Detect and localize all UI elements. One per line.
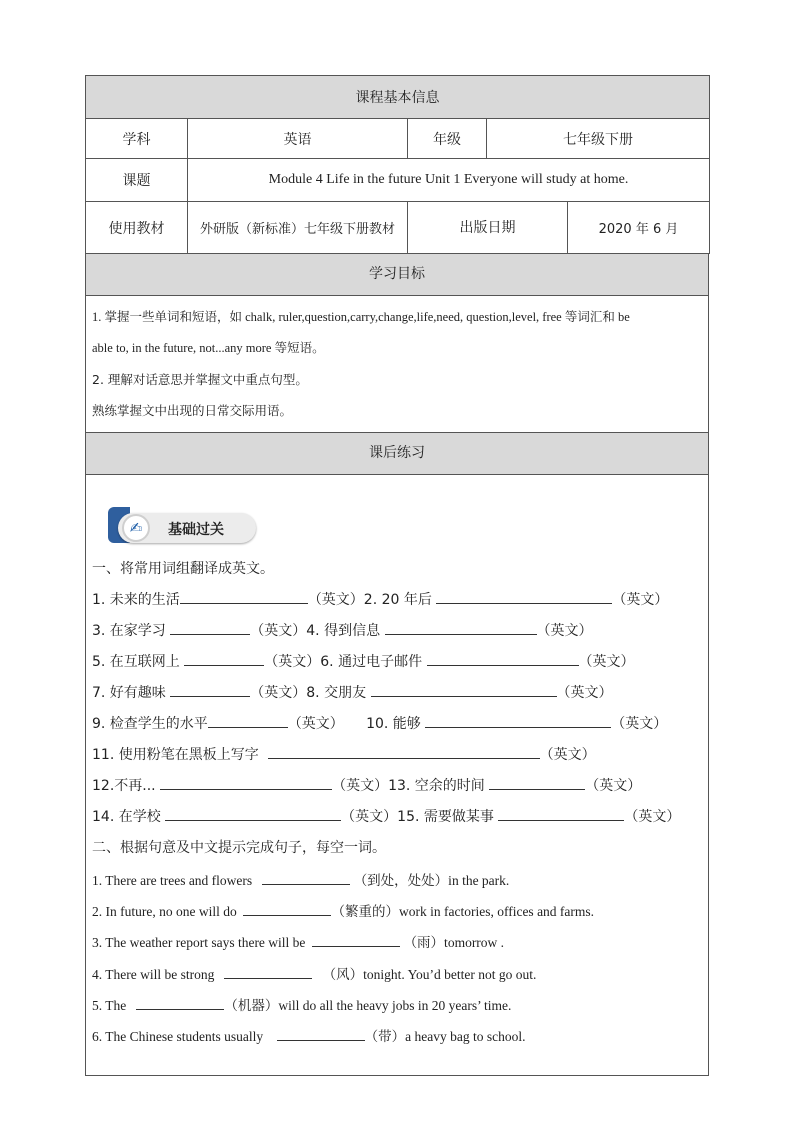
question-row — [92, 744, 596, 764]
answer-blank[interactable] — [170, 682, 250, 697]
grade-value: 七年级下册 — [487, 119, 710, 159]
answer-blank[interactable] — [136, 995, 224, 1010]
question-row — [92, 620, 593, 640]
course-info-header: 课程基本信息 — [86, 76, 710, 119]
textbook-label: 使用教材 — [86, 202, 188, 254]
answer-blank[interactable] — [160, 775, 332, 790]
textbook-value: 外研版（新标准）七年级下册教材 — [188, 202, 408, 254]
answer-blank[interactable] — [371, 682, 557, 697]
objective-line-4: 熟练掌握文中出现的日常交际用语。 — [92, 403, 293, 418]
sentence-row — [92, 900, 594, 920]
answer-blank[interactable] — [489, 775, 585, 790]
question-suffix: （英文） — [585, 778, 642, 794]
course-info-table — [85, 75, 710, 254]
question-prompt: 14. 在学校 — [92, 809, 161, 825]
subject-value: 英语 — [188, 119, 408, 159]
answer-blank[interactable] — [184, 651, 264, 666]
publish-date-value: 2020 年 6 月 — [568, 202, 710, 254]
answer-blank[interactable] — [165, 806, 341, 821]
question-prompt: 1. 未来的生活 — [92, 592, 180, 608]
lesson-sheet — [85, 75, 709, 1076]
question-prompt: （英文）2. 20 年后 — [307, 592, 432, 608]
objectives-body — [85, 296, 709, 433]
question-row — [92, 806, 680, 826]
answer-blank[interactable] — [170, 620, 250, 635]
sentence-end: （机器）will do all the heavy jobs in 20 years’ time. — [224, 998, 512, 1013]
sentence-row — [92, 1025, 525, 1045]
sentence-end: （带）a heavy bag to school. — [364, 1029, 526, 1044]
sentence-start: 6. The Chinese students usually — [92, 1029, 264, 1044]
question-suffix: （英文） — [611, 716, 668, 732]
sentence-start: 1. There are trees and flowers — [92, 873, 253, 888]
question-suffix: （英文） — [578, 654, 635, 670]
answer-blank[interactable] — [425, 713, 611, 728]
answer-blank[interactable] — [180, 589, 308, 604]
sentence-row — [92, 994, 511, 1014]
question-suffix: （英文） — [539, 747, 596, 763]
question-prompt: （英文）13. 空余的时间 — [332, 778, 485, 794]
practice-header: 课后练习 — [85, 433, 709, 475]
topic-value: Module 4 Life in the future Unit 1 Everyone will study at home. — [188, 159, 710, 202]
answer-blank[interactable] — [427, 651, 579, 666]
question-prompt: 12.不再... — [92, 778, 156, 794]
answer-blank[interactable] — [277, 1026, 365, 1041]
question-prompt: 3. 在家学习 — [92, 623, 166, 639]
question-prompt: （英文）6. 通过电子邮件 — [264, 654, 423, 670]
badge-label: 基础过关 — [168, 522, 224, 538]
question-prompt: 9. 检查学生的水平 — [92, 716, 208, 732]
basics-badge — [108, 507, 260, 543]
question-prompt: 7. 好有趣味 — [92, 685, 166, 701]
question-suffix: （英文） — [624, 809, 681, 825]
answer-blank[interactable] — [243, 901, 331, 916]
sentence-end: （风）tonight. You’d better not go out. — [322, 967, 537, 982]
section-2-title: 二、根据句意及中文提示完成句子，每空一词。 — [92, 840, 386, 856]
sentence-end: （到处，处处）in the park. — [353, 873, 510, 888]
question-prompt: 11. 使用粉笔在黑板上写字 — [92, 747, 259, 763]
section-1-title: 一、将常用词组翻译成英文。 — [92, 561, 274, 577]
objectives-header: 学习目标 — [85, 254, 709, 296]
question-row — [92, 775, 641, 795]
answer-blank[interactable] — [268, 744, 540, 759]
question-row — [92, 713, 667, 733]
question-suffix: （英文） — [612, 592, 669, 608]
answer-blank[interactable] — [312, 932, 400, 947]
sentence-row — [92, 931, 504, 951]
sentence-row — [92, 963, 536, 983]
question-row — [92, 682, 613, 702]
sentence-end: （繁重的）work in factories, offices and farms. — [331, 904, 595, 919]
sentence-row — [92, 869, 509, 889]
objective-line-3: 2. 理解对话意思并掌握文中重点句型。 — [92, 372, 308, 387]
publish-date-label: 出版日期 — [408, 203, 568, 253]
question-suffix: （英文） — [556, 685, 613, 701]
question-prompt: （英文）15. 需要做某事 — [341, 809, 494, 825]
objective-line-2: able to, in the future, not...any more 等短语。 — [92, 341, 325, 355]
question-row — [92, 651, 635, 671]
sentence-start: 5. The — [92, 998, 127, 1013]
question-prompt: 10. 能够 — [366, 716, 421, 732]
grade-label: 年级 — [408, 119, 487, 159]
question-suffix: （英文） — [287, 716, 344, 732]
subject-label: 学科 — [86, 119, 188, 159]
topic-label: 课题 — [86, 159, 188, 202]
sentence-start: 2. In future, no one will do — [92, 904, 237, 919]
sentence-start: 4. There will be strong — [92, 967, 215, 982]
question-prompt: （英文）4. 得到信息 — [250, 623, 381, 639]
answer-blank[interactable] — [436, 589, 612, 604]
question-prompt: （英文）8. 交朋友 — [250, 685, 367, 701]
sentence-start: 3. The weather report says there will be — [92, 935, 306, 950]
runner-icon: ✍ — [122, 514, 150, 542]
answer-blank[interactable] — [208, 713, 288, 728]
practice-body — [85, 475, 709, 1076]
answer-blank[interactable] — [385, 620, 537, 635]
question-prompt: 5. 在互联网上 — [92, 654, 180, 670]
question-suffix: （英文） — [536, 623, 593, 639]
answer-blank[interactable] — [498, 806, 624, 821]
answer-blank[interactable] — [224, 964, 312, 979]
sentence-end: （雨）tomorrow . — [403, 935, 505, 950]
objective-line-1: 1. 掌握一些单词和短语，如 chalk, ruler,question,carry,change,life,need, question,level, free 等词汇和 be — [92, 310, 630, 324]
answer-blank[interactable] — [262, 870, 350, 885]
question-row — [92, 589, 668, 609]
